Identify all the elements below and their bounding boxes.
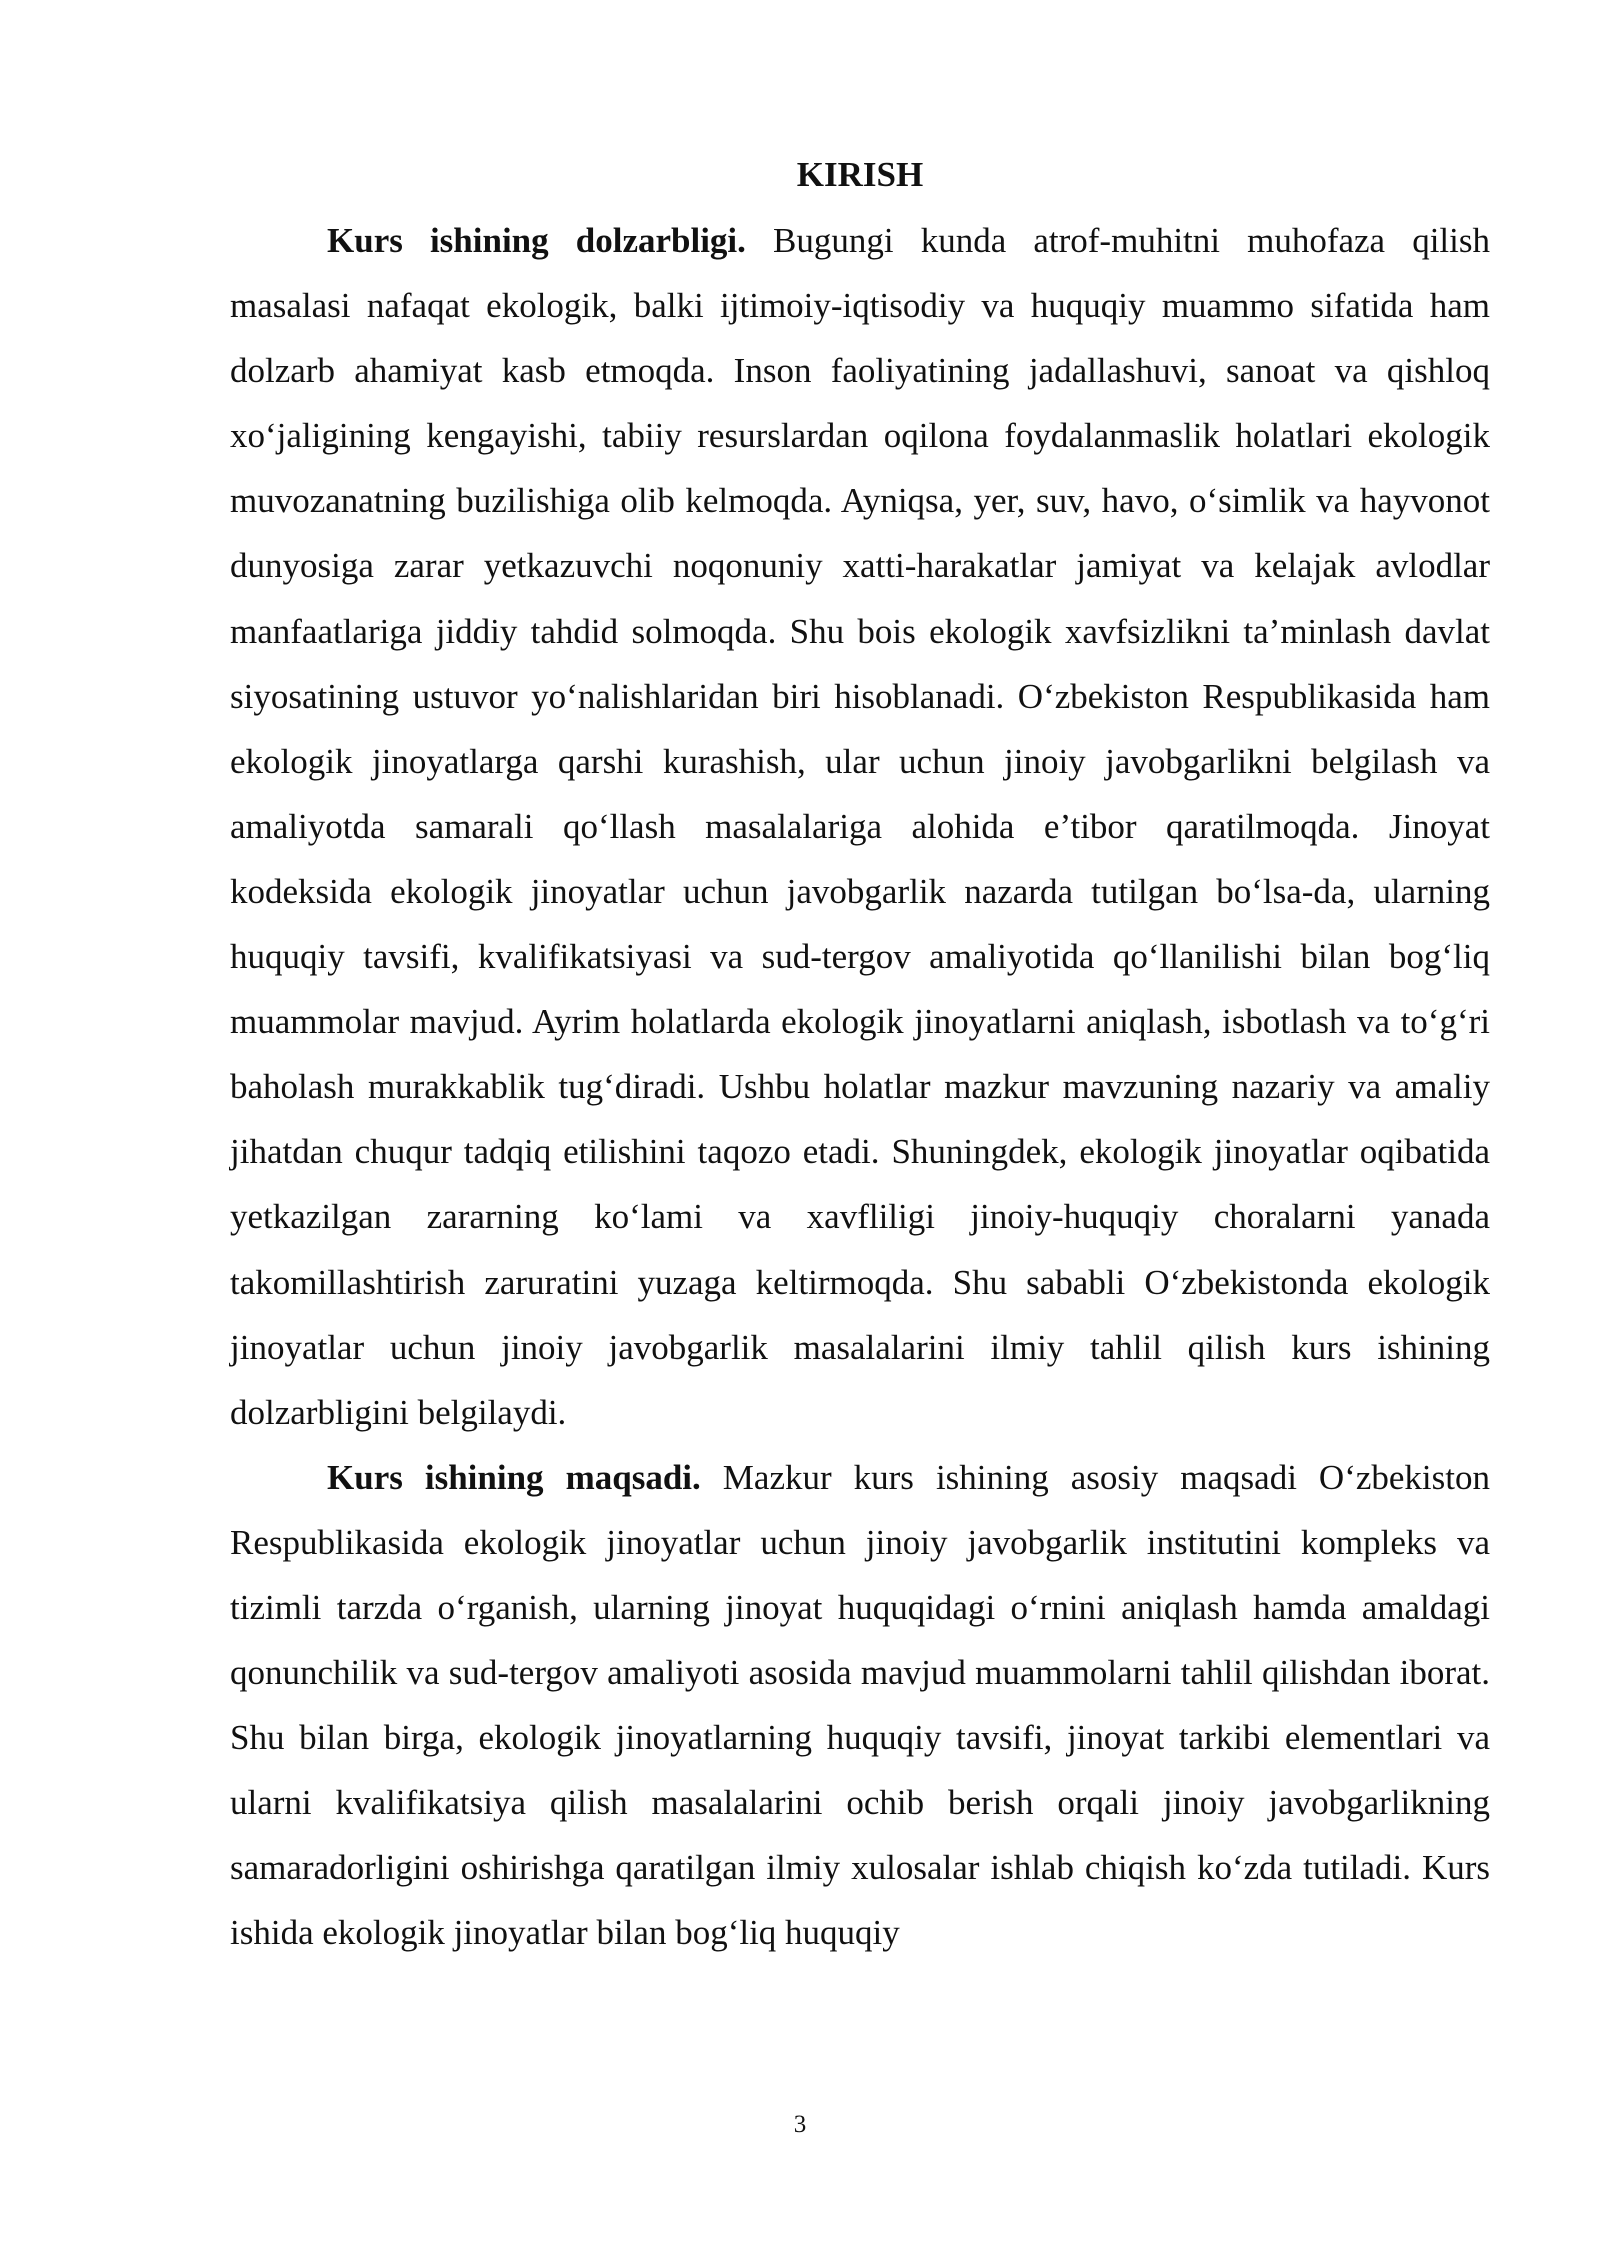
paragraph-text-goal: Mazkur kurs ishining asosiy maqsadi O‘zbekiston Respublikasida ekologik jinoyatlar uchun jinoiy javobgarlik institutini kompleks va tizimli tarzda o‘rganish, ularning jinoyat huquqidagi o‘rnini aniqlash hamda amaldagi qonunchilik va sud-tergov amaliyoti asosida mavjud muammolarni tahlil qilishdan iborat. Shu bilan birga, ekologik jinoyatlarning huquqiy tavsifi, jinoyat tarkibi elementlari va ularni kvalifikatsiya qilish masalalarini ochib berish orqali jinoiy javobgarlikning samaradorligini oshirishga qaratilgan ilmiy xulosalar ishlab chiqish ko‘zda tutiladi. Kurs ishida ekologik jinoyatlar bilan bog‘liq huquqiy: [230, 1457, 1491, 1953]
paragraph-goal: [230, 1445, 1490, 1966]
paragraph-heading-relevance: Kurs ishining dolzarbligi.: [327, 221, 746, 260]
paragraph-heading-goal: Kurs ishining maqsadi.: [327, 1457, 701, 1497]
page-number: 3: [793, 2111, 807, 2138]
page-title: KIRISH: [796, 155, 924, 194]
paragraph-text-relevance: Bugungi kunda atrof-muhitni muhofaza qilish masalasi nafaqat ekologik, balki ijtimoiy-iqtisodiy va huquqiy muammo sifatida ham dolzarb ahamiyat kasb etmoqda. Inson faoliyatining jadallashuvi, sanoat va qishloq xo‘jaligining kengayishi, tabiiy resurslardan oqilona foydalanmaslik holatlari ekologik muvozanatning buzilishiga olib kelmoqda. Ayniqsa, yer, suv, havo, o‘simlik va hayvonot dunyosiga zarar yetkazuvchi noqonuniy xatti-harakatlar jamiyat va kelajak avlodlar manfaatlariga jiddiy tahdid solmoqda. Shu bois ekologik xavfsizlikni ta’minlash davlat siyosatining ustuvor yo‘nalishlaridan biri hisoblanadi. O‘zbekiston Respublikasida ham ekologik jinoyatlarga qarshi kurashish, ular uchun jinoiy javobgarlikni belgilash va amaliyotda samarali qo‘llash masalalariga alohida e’tibor qaratilmoqda. Jinoyat kodeksida ekologik jinoyatlar uchun javobgarlik nazarda tutilgan bo‘lsa-da, ularning huquqiy tavsifi, kvalifikatsiyasi va sud-tergov amaliyotida qo‘llanilishi bilan bog‘liq muammolar mavjud. Ayrim holatlarda ekologik jinoyatlarni aniqlash, isbotlash va to‘g‘ri baholash murakkablik tug‘diradi. Ushbu holatlar mazkur mavzuning nazariy va amaliy jihatdan chuqur tadqiq etilishini taqozo etadi. Shuningdek, ekologik jinoyatlar oqibatida yetkazilgan zararning ko‘lami va xavfliligi jinoiy-huquqiy choralarni yanada takomillashtirish zaruratini yuzaga keltirmoqda. Shu sababli O‘zbekistonda ekologik jinoyatlar uchun jinoiy javobgarlik masalalarini ilmiy tahlil qilish kurs ishining dolzarbligini belgilaydi.: [230, 221, 1490, 1432]
body-text: [230, 208, 1490, 1966]
paragraph-relevance: [230, 208, 1490, 1445]
